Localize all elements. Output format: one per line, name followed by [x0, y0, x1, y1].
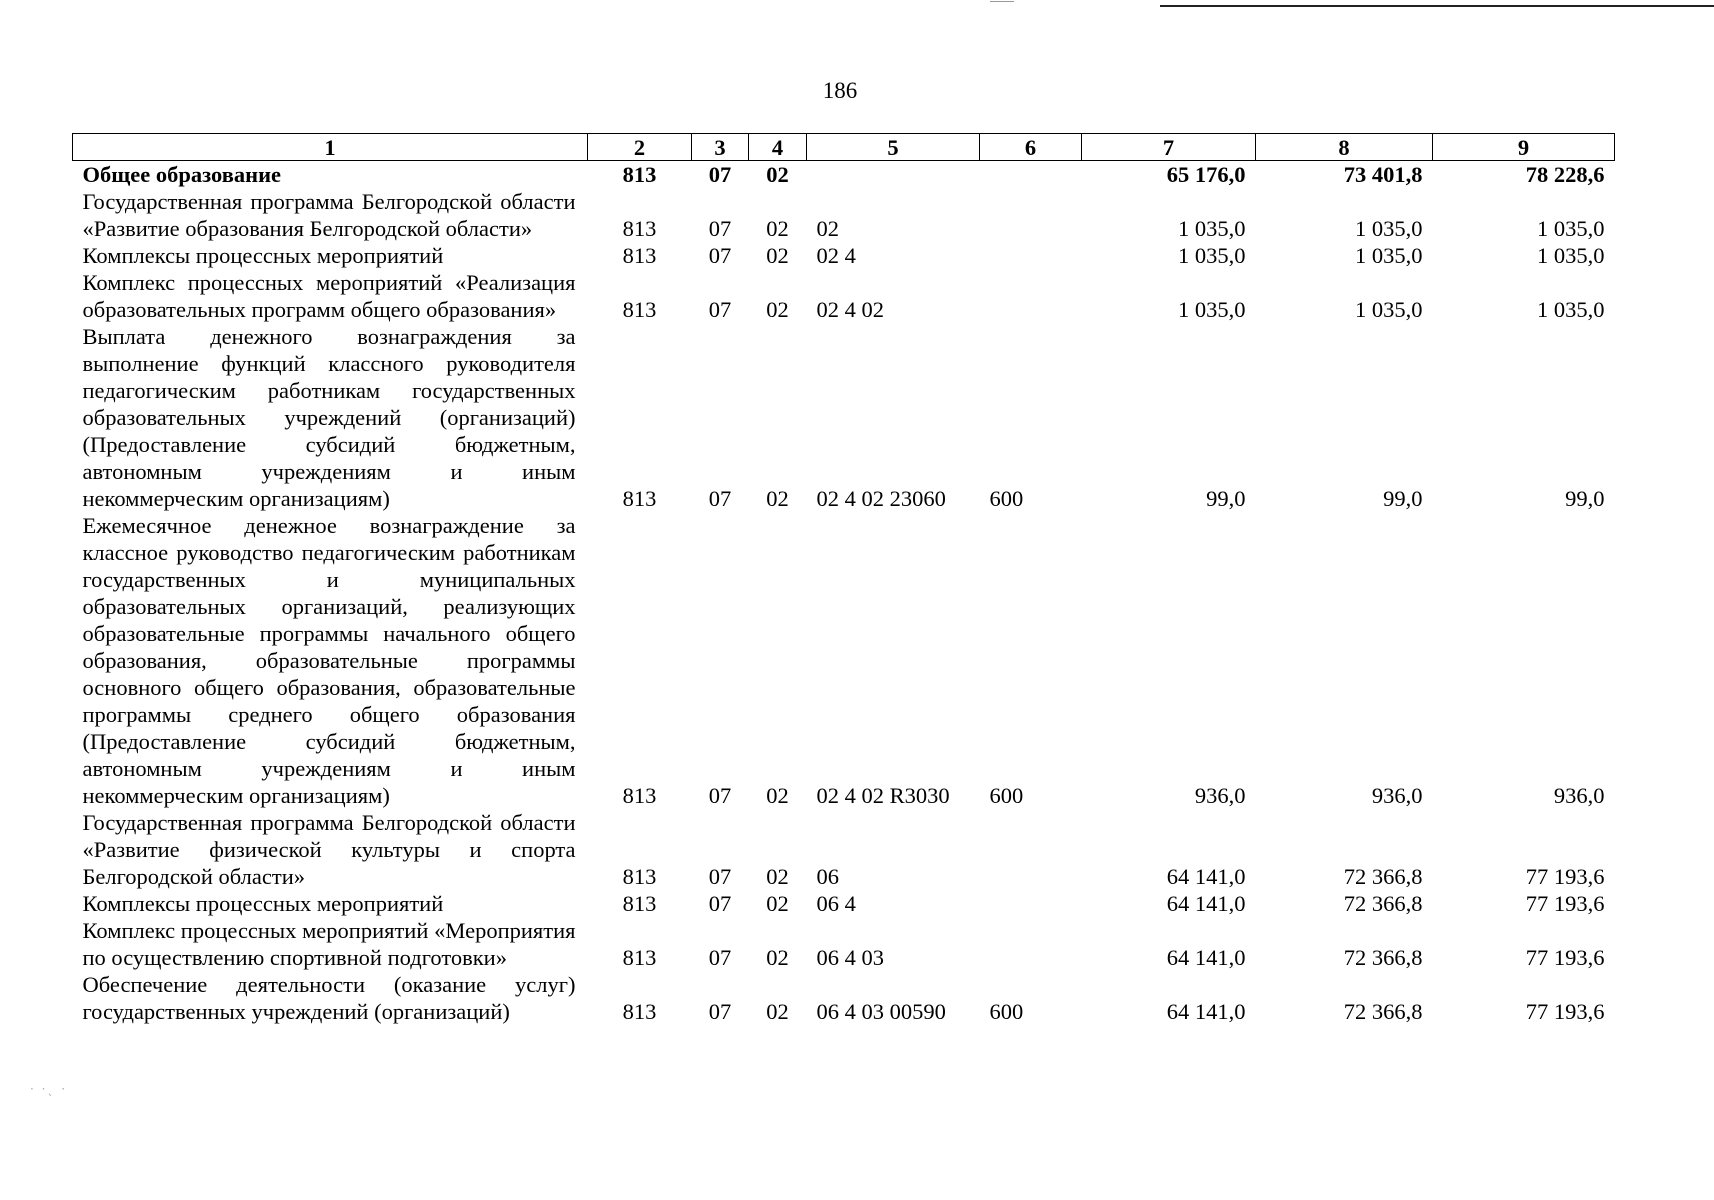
cell-expense-type: [980, 161, 1082, 189]
item-name: Комплекс процессных мероприятий «Реализация образовательных программ общего образования»: [82, 270, 576, 322]
cell-amount-col8: 72 366,8: [1343, 999, 1423, 1024]
cell-amount-col9: 78 228,6: [1525, 162, 1605, 187]
cell-admin-code: 813: [622, 864, 657, 889]
cell-expense-type: 600: [989, 783, 1024, 808]
table-row: [73, 890, 1615, 917]
cell-amount-col8: 72 366,8: [1343, 864, 1423, 889]
cell-amount-col9: 99,0: [1565, 486, 1605, 511]
cell-section: 07: [708, 216, 732, 241]
cell-section: 07: [708, 243, 732, 268]
table-row: [73, 512, 1615, 809]
cell-subsection: 02: [766, 945, 789, 970]
item-name: Выплата денежного вознаграждения за выполнение функций классного руководителя педагогическим работникам государственных образовательных учреждений (организаций) (Предоставление субсидий бюджетным, автономным учреждениям и иным некоммерческим организациям): [82, 324, 576, 511]
cell-admin-code: 813: [622, 783, 657, 808]
table-row: [73, 917, 1615, 971]
cell-subsection: 02: [766, 216, 789, 241]
cell-amount-col7: 64 141,0: [1166, 891, 1246, 916]
cell-amount-col8: 99,0: [1383, 486, 1423, 511]
cell-subsection: 02: [766, 864, 789, 889]
table-row: [73, 323, 1615, 512]
table-row: [73, 971, 1615, 1025]
header-col-8: 8: [1256, 134, 1433, 161]
cell-amount-col7: 936,0: [1194, 783, 1246, 808]
cell-amount-col8: 72 366,8: [1343, 945, 1423, 970]
header-col-6: 6: [980, 134, 1082, 161]
cell-subsection: 02: [766, 783, 789, 808]
header-col-2: 2: [588, 134, 692, 161]
cell-amount-col9: 77 193,6: [1525, 945, 1605, 970]
cell-admin-code: 813: [622, 891, 657, 916]
scan-artifact: · ·ˎ ·: [30, 1082, 68, 1096]
header-col-9: 9: [1433, 134, 1615, 161]
item-name: Комплексы процессных мероприятий: [82, 243, 444, 268]
header-col-4: 4: [749, 134, 807, 161]
cell-admin-code: 813: [622, 216, 657, 241]
cell-amount-col7: 99,0: [1206, 486, 1246, 511]
item-name: Комплексы процессных мероприятий: [82, 891, 444, 916]
cell-amount-col9: 77 193,6: [1525, 891, 1605, 916]
cell-expense-type: [980, 809, 1082, 890]
cell-amount-col9: 936,0: [1553, 783, 1605, 808]
cell-subsection: 02: [766, 243, 789, 268]
cell-amount-col7: 65 176,0: [1166, 162, 1246, 187]
cell-amount-col8: 72 366,8: [1343, 891, 1423, 916]
item-name: Государственная программа Белгородской области «Развитие физической культуры и спорта Белгородской области»: [82, 810, 576, 889]
cell-expense-type: 600: [989, 486, 1024, 511]
item-name: Ежемесячное денежное вознаграждение за классное руководство педагогическим работникам государственных и муниципальных образовательных организаций, реализующих образовательные программы начального общего образования, образовательные программы основного общего образования, образовательные программы среднего общего образования (Предоставление субсидий бюджетным, автономным учреждениям и иным некоммерческим организациям): [82, 513, 576, 808]
scan-top-mark: [990, 1, 1014, 2]
cell-amount-col8: 1 035,0: [1355, 216, 1423, 241]
cell-expense-type: 600: [989, 999, 1024, 1024]
cell-section: 07: [708, 486, 732, 511]
header-rule: [1160, 5, 1714, 7]
cell-expense-type: [980, 269, 1082, 323]
table-row: [73, 188, 1615, 242]
cell-amount-col9: 77 193,6: [1525, 864, 1605, 889]
table-header: [73, 134, 1615, 161]
cell-amount-col7: 1 035,0: [1178, 216, 1246, 241]
item-name: Комплекс процессных мероприятий «Мероприятия по осуществлению спортивной подготовки»: [82, 918, 576, 970]
cell-subsection: 02: [766, 999, 789, 1024]
cell-target-article: 06: [816, 864, 839, 889]
item-name: Государственная программа Белгородской области «Развитие образования Белгородской области»: [82, 189, 576, 241]
table-row: [73, 809, 1615, 890]
cell-target-article: 06 4 03: [816, 945, 884, 970]
cell-target-article: 02 4 02: [816, 297, 884, 322]
cell-amount-col7: 1 035,0: [1178, 297, 1246, 322]
cell-section: 07: [708, 864, 732, 889]
header-col-7: 7: [1082, 134, 1256, 161]
cell-subsection: 02: [766, 162, 789, 187]
table-row: [73, 242, 1615, 269]
cell-admin-code: 813: [622, 162, 657, 187]
cell-amount-col9: 1 035,0: [1537, 243, 1605, 268]
cell-amount-col7: 64 141,0: [1166, 864, 1246, 889]
cell-expense-type: [980, 188, 1082, 242]
cell-admin-code: 813: [622, 243, 657, 268]
cell-target-article: [807, 161, 980, 189]
cell-expense-type: [980, 242, 1082, 269]
cell-section: 07: [708, 999, 732, 1024]
cell-section: 07: [708, 162, 732, 187]
budget-table: [72, 133, 1615, 1025]
table-row: [73, 269, 1615, 323]
item-name: Обеспечение деятельности (оказание услуг) государственных учреждений (организаций): [82, 972, 576, 1024]
page-number: 186: [822, 78, 858, 103]
cell-amount-col7: 64 141,0: [1166, 945, 1246, 970]
cell-subsection: 02: [766, 486, 789, 511]
cell-amount-col7: 1 035,0: [1178, 243, 1246, 268]
cell-target-article: 02 4 02 R3030: [816, 783, 950, 808]
cell-subsection: 02: [766, 297, 789, 322]
cell-target-article: 02 4: [816, 243, 856, 268]
header-col-1: 1: [73, 134, 588, 161]
cell-amount-col9: 77 193,6: [1525, 999, 1605, 1024]
cell-section: 07: [708, 297, 732, 322]
cell-expense-type: [980, 890, 1082, 917]
table-row: [73, 161, 1615, 189]
header-col-3: 3: [692, 134, 749, 161]
cell-amount-col8: 936,0: [1371, 783, 1423, 808]
cell-target-article: 02 4 02 23060: [816, 486, 946, 511]
cell-target-article: 06 4: [816, 891, 856, 916]
cell-subsection: 02: [766, 891, 789, 916]
cell-admin-code: 813: [622, 486, 657, 511]
cell-target-article: 02: [816, 216, 839, 241]
table-body: [73, 161, 1615, 1026]
cell-admin-code: 813: [622, 297, 657, 322]
cell-admin-code: 813: [622, 945, 657, 970]
cell-amount-col8: 1 035,0: [1355, 243, 1423, 268]
cell-section: 07: [708, 783, 732, 808]
item-name: Общее образование: [82, 162, 282, 187]
cell-section: 07: [708, 945, 732, 970]
cell-section: 07: [708, 891, 732, 916]
cell-amount-col9: 1 035,0: [1537, 297, 1605, 322]
header-col-5: 5: [807, 134, 980, 161]
cell-admin-code: 813: [622, 999, 657, 1024]
cell-amount-col8: 73 401,8: [1343, 162, 1423, 187]
cell-amount-col8: 1 035,0: [1355, 297, 1423, 322]
cell-expense-type: [980, 917, 1082, 971]
cell-amount-col7: 64 141,0: [1166, 999, 1246, 1024]
cell-target-article: 06 4 03 00590: [816, 999, 946, 1024]
header-row: [73, 134, 1615, 161]
cell-amount-col9: 1 035,0: [1537, 216, 1605, 241]
